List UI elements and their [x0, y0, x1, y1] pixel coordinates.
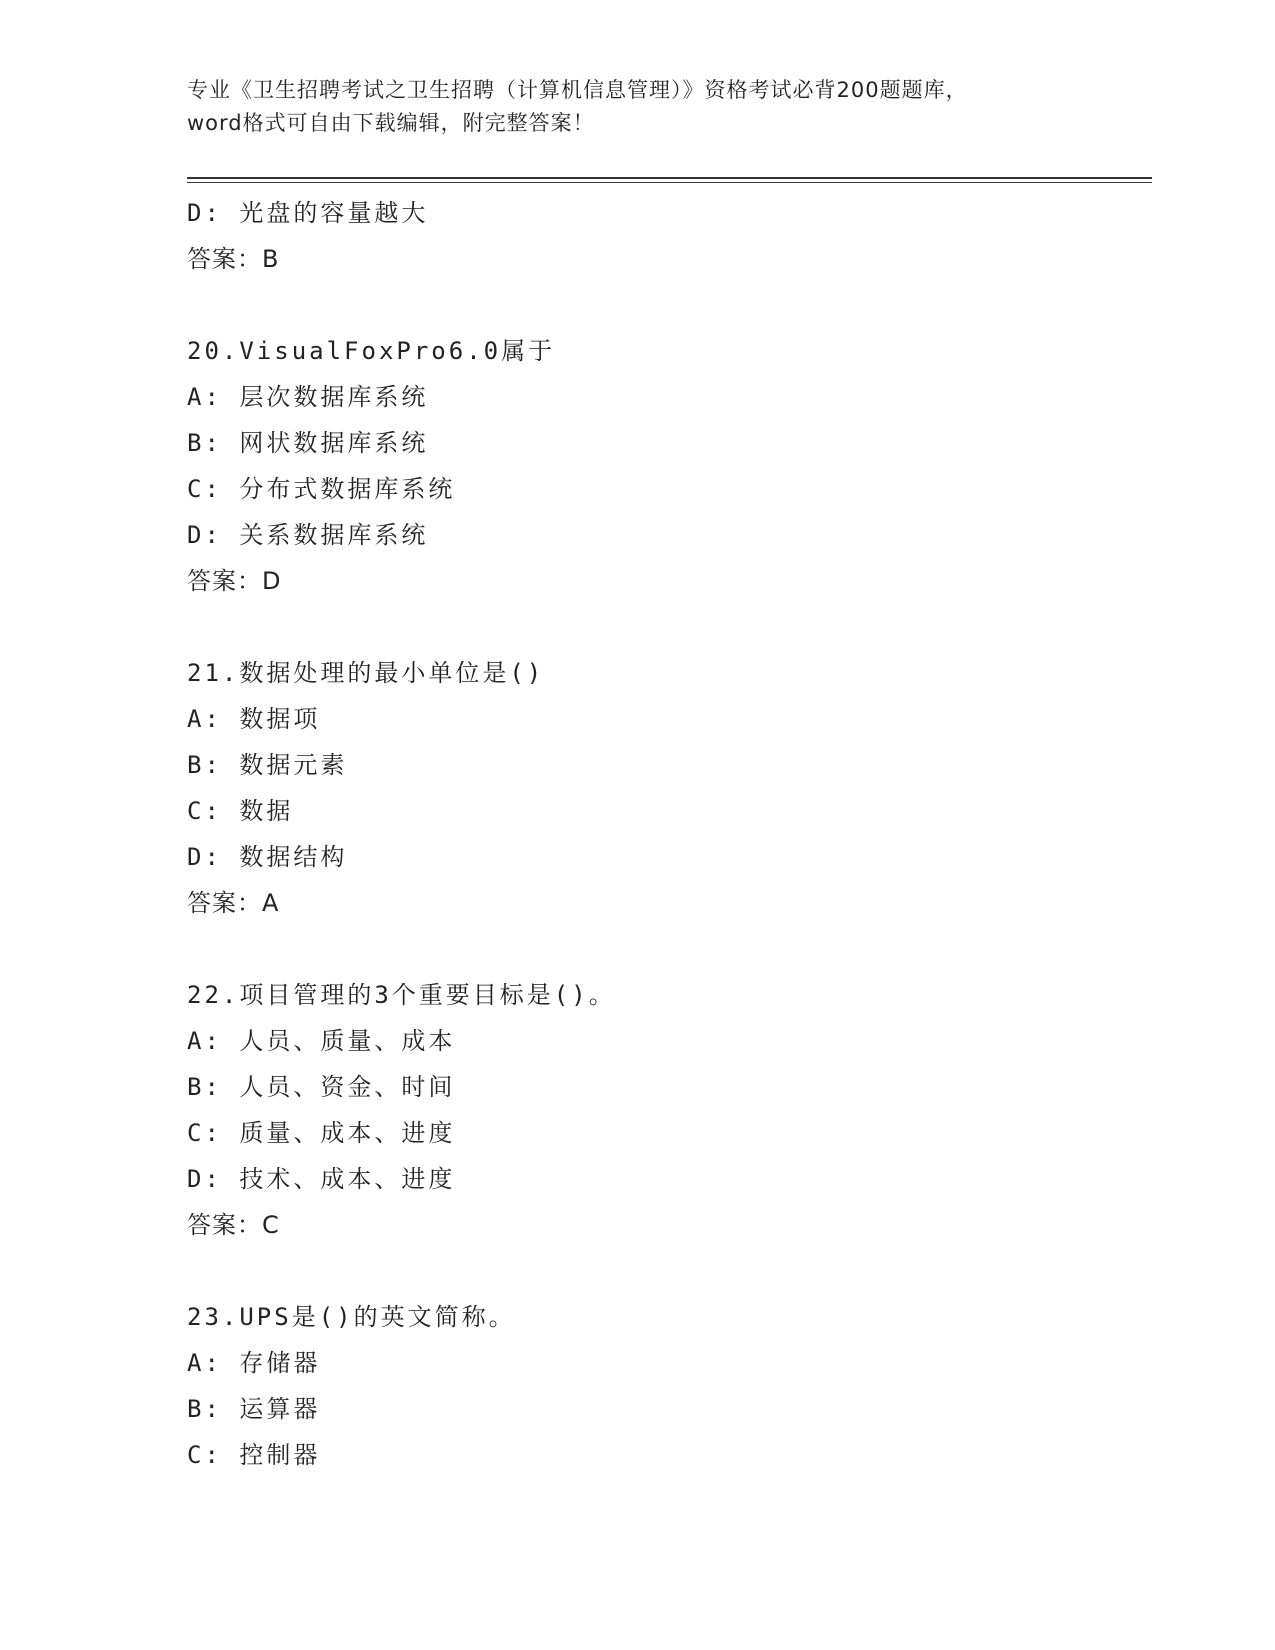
option-b: B: 网状数据库系统: [187, 429, 429, 457]
spacer: [187, 1248, 1152, 1294]
answer-line: 答案：A: [187, 889, 280, 917]
question-19-fragment: [187, 190, 1152, 282]
option-a: A: 层次数据库系统: [187, 383, 429, 411]
question-text: 22.项目管理的3个重要目标是()。: [187, 981, 616, 1009]
option-a: A: 数据项: [187, 705, 321, 733]
option-b: B: 数据元素: [187, 751, 348, 779]
option-c: C: 数据: [187, 797, 294, 825]
option-a: A: 存储器: [187, 1349, 321, 1377]
option-c: C: 质量、成本、进度: [187, 1119, 456, 1147]
option-d: D: 光盘的容量越大: [187, 199, 429, 227]
option-d: D: 关系数据库系统: [187, 521, 429, 549]
option-d: D: 数据结构: [187, 843, 348, 871]
header-divider-thick: [187, 177, 1152, 179]
option-c: C: 控制器: [187, 1441, 321, 1469]
answer-line: 答案：C: [187, 1211, 280, 1239]
header-divider-thin: [187, 182, 1152, 183]
question-text: 21.数据处理的最小单位是(): [187, 659, 545, 687]
question-22: [187, 972, 1152, 1248]
answer-line: 答案：D: [187, 567, 282, 595]
option-a: A: 人员、质量、成本: [187, 1027, 456, 1055]
option-c: C: 分布式数据库系统: [187, 475, 456, 503]
header-title-line-2: word格式可自由下载编辑，附完整答案！: [187, 111, 595, 135]
spacer: [187, 604, 1152, 650]
document-page: [187, 0, 1152, 1650]
question-23: [187, 1294, 1152, 1478]
spacer: [187, 926, 1152, 972]
document-header: [187, 74, 1152, 140]
option-b: B: 运算器: [187, 1395, 321, 1423]
question-21: [187, 650, 1152, 926]
question-text: 20.VisualFoxPro6.0属于: [187, 337, 556, 365]
option-d: D: 技术、成本、进度: [187, 1165, 456, 1193]
question-text: 23.UPS是()的英文简称。: [187, 1303, 516, 1331]
spacer: [187, 282, 1152, 328]
header-title-line-1: 专业《卫生招聘考试之卫生招聘（计算机信息管理）》资格考试必背200题题库，: [187, 78, 968, 102]
answer-line: 答案：B: [187, 245, 280, 273]
question-20: [187, 328, 1152, 604]
option-b: B: 人员、资金、时间: [187, 1073, 456, 1101]
question-list: [187, 190, 1152, 1478]
